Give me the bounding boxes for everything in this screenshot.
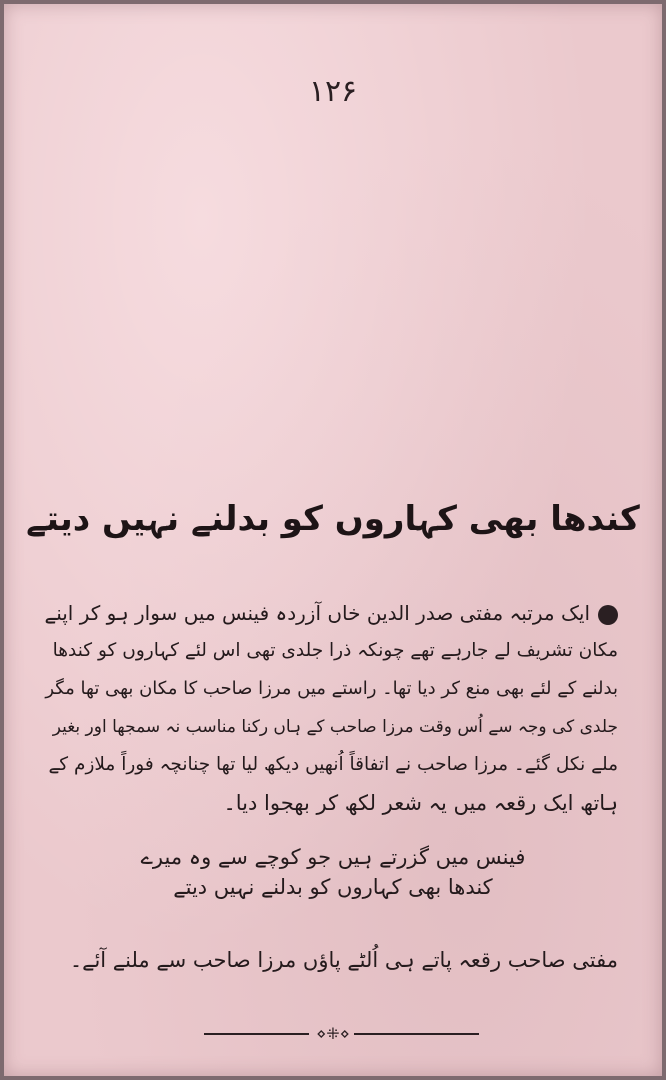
body-line: جلدی کی وجہ سے اُس وقت مرزا صاحب کے ہاں رکنا مناسب نہ سمجھا اور بغیر xyxy=(52,717,618,737)
section-divider-ornament xyxy=(204,1024,479,1044)
body-line: ہاتھ ایک رقعہ میں یہ شعر لکھ کر بھجوا دیا۔ xyxy=(223,791,618,815)
divider-rule-left xyxy=(204,1033,309,1035)
body-line: ایک مرتبہ مفتی صدر الدین خاں آزردہ فینس میں سوار ہو کر اپنے xyxy=(44,594,618,632)
body-line: مکان تشریف لے جارہے تھے چونکہ ذرا جلدی تھی اس لئے کہاروں کو کندھا xyxy=(52,640,618,661)
body-line: ملے نکل گئے۔ مرزا صاحب نے اتفاقاً اُنھیں دیکھ لیا تھا چنانچہ فوراً ملازم کے xyxy=(48,754,618,775)
body-line: بدلنے کے لئے بھی منع کر دیا تھا۔ راستے میں مرزا صاحب کا مکان بھی تھا مگر xyxy=(45,678,618,699)
flourish-icon: ⋄⁜⋄ xyxy=(316,1024,350,1043)
couplet-line: فینس میں گزرتے ہیں جو کوچے سے وہ میرے xyxy=(140,845,526,869)
poetry-couplet xyxy=(4,842,662,902)
article-body xyxy=(44,594,618,822)
divider-rule-right xyxy=(354,1033,479,1035)
article-title: کندھا بھی کہاروں کو بدلنے نہیں دیتے xyxy=(26,499,640,539)
page-number: ۱۲۶ xyxy=(308,74,358,109)
bullet-icon xyxy=(598,605,618,625)
couplet-line: کندھا بھی کہاروں کو بدلنے نہیں دیتے xyxy=(173,875,493,899)
closing-line: مفتی صاحب رقعہ پاتے ہی اُلٹے پاؤں مرزا صاحب سے ملنے آئے۔ xyxy=(69,948,618,972)
book-page xyxy=(4,4,662,1076)
